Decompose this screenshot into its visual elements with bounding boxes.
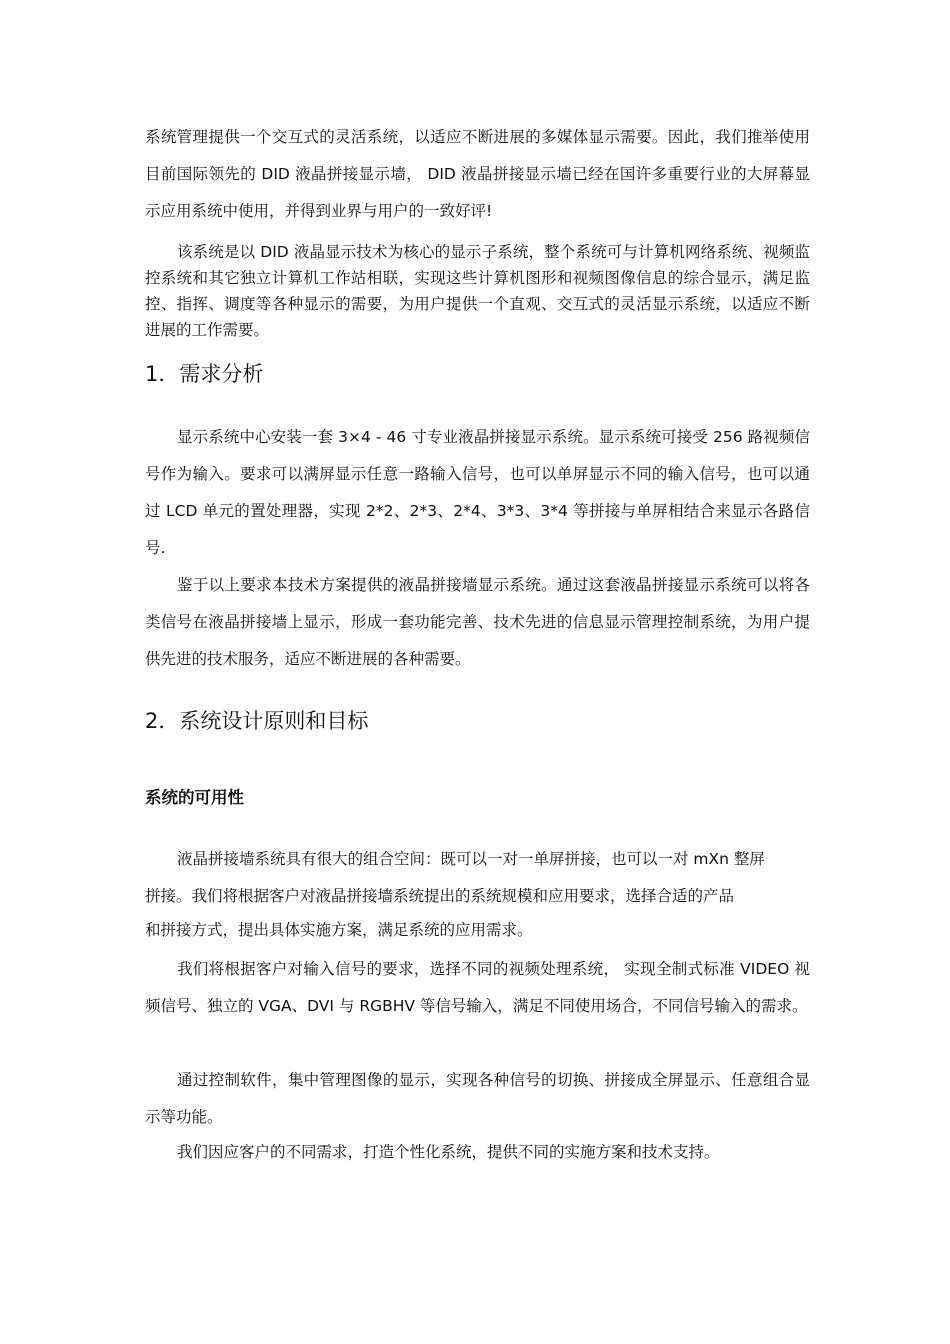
control-software-paragraph: 通过控制软件，集中管理图像的显示，实现各种信号的切换、拼接成全屏显示、任意组合显示等功能。 [145,1071,810,1126]
availability-line-1: 液晶拼接墙系统具有很大的组合空间：既可以一对一单屏拼接，也可以一对 mXn 整屏 [177,850,765,868]
intro-paragraph: 系统管理提供一个交互式的灵活系统，以适应不断进展的多媒体显示需要。因此，我们推举使用目前国际领先的 DID 液晶拼接显示墙， DID 液晶拼接显示墙已经在国许多重要行业的大屏幕显示应用系统中使用，并得到业界与用户的一致好评! [145,128,810,220]
availability-paragraph [145,841,810,945]
availability-line-2: 拼接。我们将根据客户对液晶拼接墙系统提出的系统规模和应用要求，选择合适的产品 [145,887,735,905]
requirements-paragraph: 显示系统中心安装一套 3×4 - 46 寸专业液晶拼接显示系统。显示系统可接受 256 路视频信号作为输入。要求可以满屏显示任意一路输入信号，也可以单屏显示不同的输入信号，也可以通过 LCD 单元的置处理器，实现 2*2、2*3、2*4、3*3、3*4 等拼接与单屏相结合来显示各路信号. [145,428,810,557]
section-heading-requirements: 1．需求分析 [145,362,264,386]
system-overview-paragraph: 该系统是以 DID 液晶显示技术为核心的显示子系统，整个系统可与计算机网络系统、视频监控系统和其它独立计算机工作站相联，实现这些计算机图形和视频图像信息的综合显示，满足监控、指挥、调度等各种显示的需要，为用户提供一个直观、交互式的灵活显示系统，以适应不断进展的工作需要。 [145,243,810,339]
solution-paragraph: 鉴于以上要求本技术方案提供的液晶拼接墙显示系统。通过这套液晶拼接显示系统可以将各类信号在液晶拼接墙上显示，形成一套功能完善、技术先进的信息显示管理控制系统，为用户提供先进的技术服务，适应不断进展的各种需要。 [145,576,810,668]
section-heading-design-principles: 2．系统设计原则和目标 [145,709,369,733]
subsection-heading-availability: 系统的可用性 [145,788,244,807]
availability-line-3: 和拼接方式，提出具体实施方案，满足系统的应用需求。 [145,921,533,939]
signal-input-paragraph: 我们将根据客户对输入信号的要求，选择不同的视频处理系统， 实现全制式标准 VIDEO 视频信号、独立的 VGA、DVI 与 RGBHV 等信号输入，满足不同使用场合，不同信号输入的需求。 [145,960,810,1015]
customization-paragraph: 我们因应客户的不同需求，打造个性化系统，提供不同的实施方案和技术支持。 [177,1143,720,1161]
